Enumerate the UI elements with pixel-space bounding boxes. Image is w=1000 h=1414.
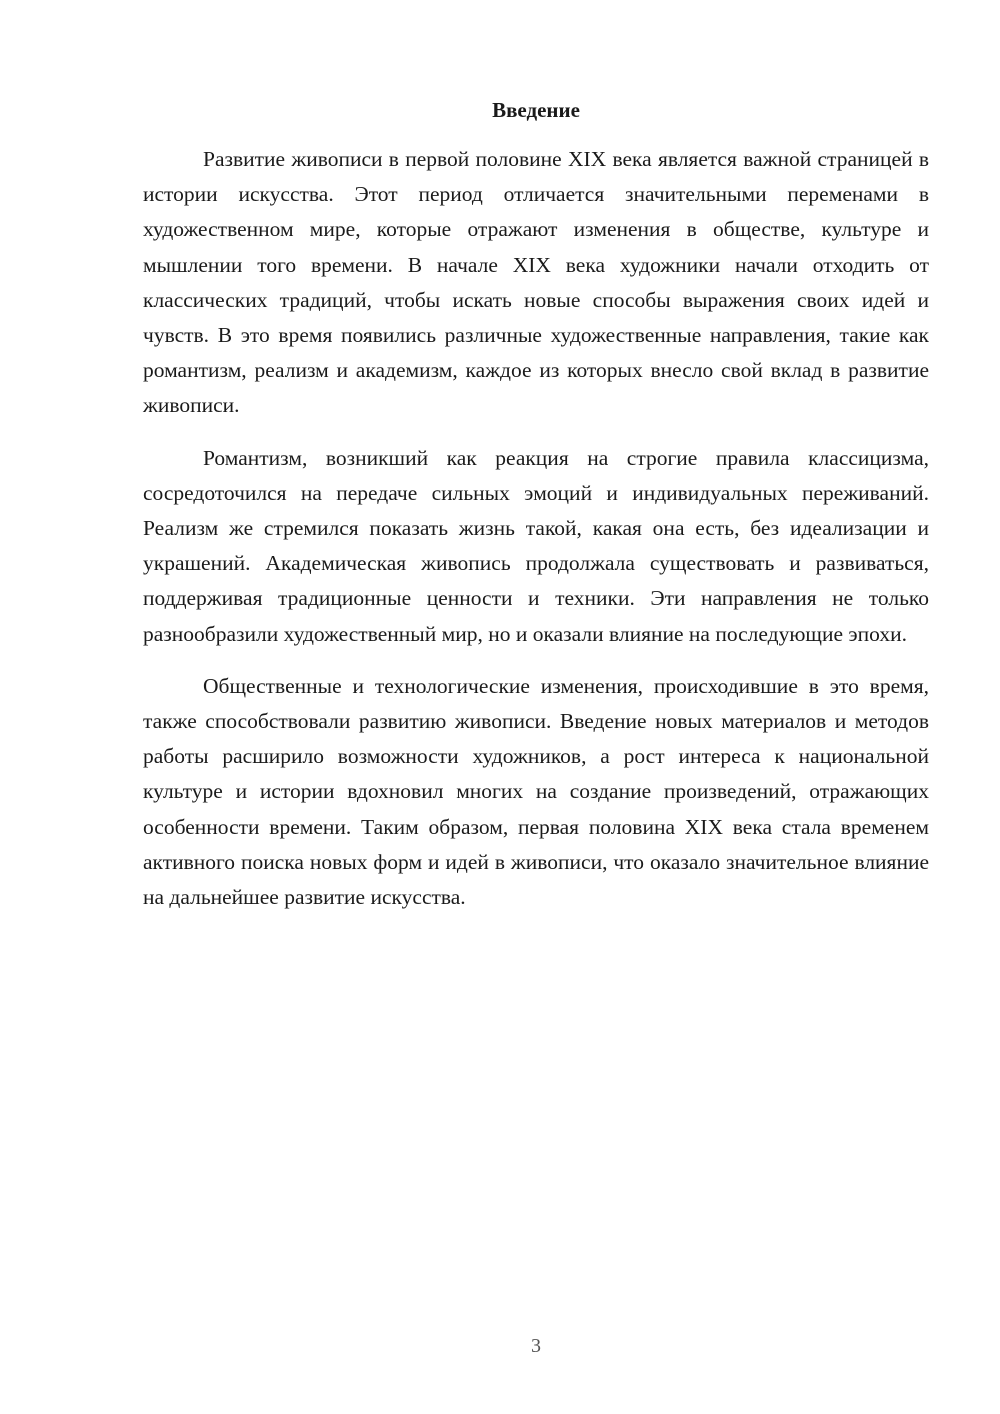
paragraph-3: Общественные и технологические изменения, происходившие в это время, также способствовали развитию живописи. Введение новых материалов и методов работы расширило возможности художников, а рост интереса к национальной культуре и истории вдохновил многих на создание произведений, отражающих особенности времени. Таким образом, первая половина XIX века стала временем активного поиска новых форм и идей в живописи, что оказало значительное влияние на дальнейшее развитие искусства. bbox=[143, 673, 929, 910]
document-body bbox=[143, 142, 929, 932]
paragraph-2: Романтизм, возникший как реакция на строгие правила классицизма, сосредоточился на передаче сильных эмоций и индивидуальных переживаний. Реализм же стремился показать жизнь такой, какая она есть, без идеализации и украшений. Академическая живопись продолжала существовать и развиваться, поддерживая традиционные ценности и техники. Эти направления не только разнообразили художественный мир, но и оказали влияние на последующие эпохи. bbox=[143, 445, 929, 646]
page-number: 3 bbox=[531, 1335, 541, 1357]
paragraph-1: Развитие живописи в первой половине XIX века является важной страницей в истории искусства. Этот период отличается значительными переменами в художественном мире, которые отражают изменения в обществе, культуре и мышлении того времени. В начале XIX века художники начали отходить от классических традиций, чтобы искать новые способы выражения своих идей и чувств. В это время появились различные художественные направления, такие как романтизм, реализм и академизм, каждое из которых внесло свой вклад в развитие живописи. bbox=[143, 147, 929, 418]
page-title: Введение bbox=[492, 98, 580, 122]
